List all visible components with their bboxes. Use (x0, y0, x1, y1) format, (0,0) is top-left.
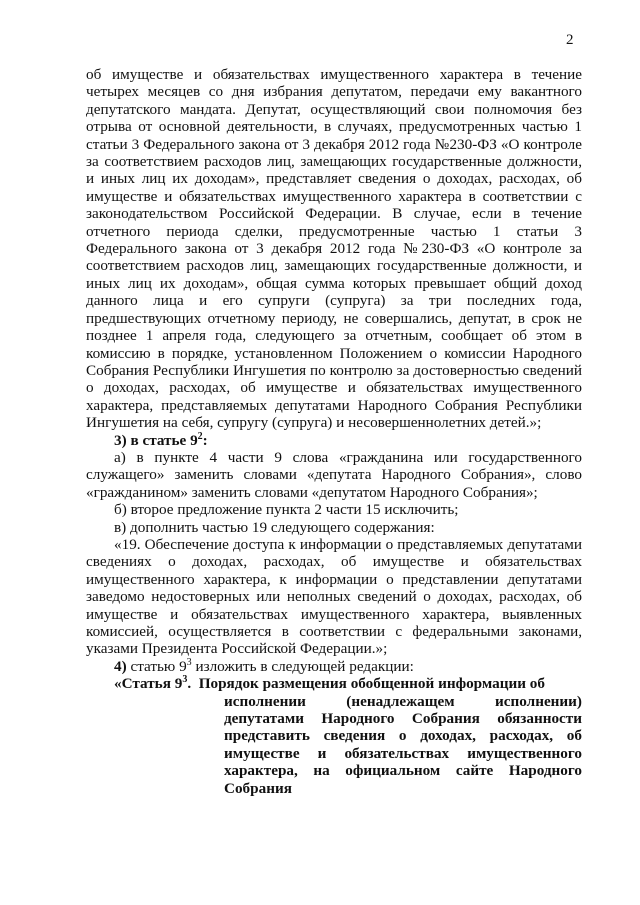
document-body (86, 66, 582, 797)
item-3a: а) в пункте 4 части 9 слова «гражданина или государственного служащего» заменить словами «депутата Народного Собрания», слово «гражданином» заменить словами «депутатом Народного Собрания»; (86, 448, 582, 501)
article-title-rest: исполнении (ненадлежащем исполнении) депутатами Народного Собрания обязанности представить сведения о доходах, расходах, об имуществе и обязательствах имущественного характера, на официальном сайте Народного Собрания (224, 692, 582, 797)
paragraph-continuation: об имуществе и обязательствах имущественного характера в течение четырех месяцев со дня избрания депутатом, передачи ему вакантного депутатского мандата. Депутат, осуществляющий свои полномочия без отрыва от основной деятельности, в случаях, предусмотренных частью 1 статьи 3 Федерального закона от 3 декабря 2012 года №230-ФЗ «О контроле за соответствием расходов лиц, замещающих государственные должности, и иных лиц их доходам», представляет сведения о доходах, расходах, об имуществе и обязательствах имущественного характера в соответствии с законодательством Российской Федерации. В случае, если в течение отчетного периода сделки, предусмотренные частью 1 статьи 3 Федерального закона от 3 декабря 2012 года №230-ФЗ «О контроле за соответствием расходов лиц, замещающих государственные должности, и иных лиц их доходам», общая сумма которых превышает общий доход данного лица и его супруги (супруга) за три последних года, предшествующих отчетному периоду, не совершались, депутат, в срок не позднее 1 апреля года, следующего за отчетным, сообщает об этом в комиссию в порядке, установленном Положением о комиссии Народного Собрания Республики Ингушетия по контролю за достоверностью сведений о доходах, расходах, об имуществе и обязательствах имущественного характера, представляемых депутатами Народного Собрания Республики Ингушетия на себя, супругу (супруга) и несовершеннолетних детей.»; (86, 66, 582, 432)
item-3c: в) дополнить частью 19 следующего содержания: (114, 518, 435, 536)
article-dot: . (187, 675, 192, 693)
article-heading-first-line (114, 675, 582, 692)
item-3-heading (86, 432, 582, 449)
item-4-text: изложить в следующей редакции: (191, 657, 414, 675)
item-3-label: 3) в статье 9 (114, 431, 198, 449)
item-4-article-ref: статью 9 (126, 657, 187, 675)
item-3b: б) второе предложение пункта 2 части 15 исключить; (114, 501, 459, 519)
item-4-superscript: 3 (186, 656, 192, 668)
article-heading (86, 675, 582, 797)
item-4-label: 4) (114, 657, 127, 675)
item-3-colon: : (202, 431, 208, 449)
page-number: 2 (566, 32, 574, 48)
item-4 (86, 658, 582, 675)
article-title-first: Порядок размещения обобщенной информации об (198, 675, 545, 693)
article-label: «Статья 9 (114, 675, 183, 693)
item-3-superscript: 2 (197, 430, 203, 442)
item-3c-quote: «19. Обеспечение доступа к информации о представляемых депутатами сведениях о доходах, расходах, об имуществе и обязательствах имущественного характера, к информации о представлении депутатами заведомо недостоверных или неполных сведений о доходах, расходах, об имуществе и обязательствах имущественного характера, выявленных комиссией, осуществляется в соответствии с федеральными законами, указами Президента Российской Федерации.»; (86, 535, 582, 658)
article-superscript: 3 (182, 674, 188, 686)
